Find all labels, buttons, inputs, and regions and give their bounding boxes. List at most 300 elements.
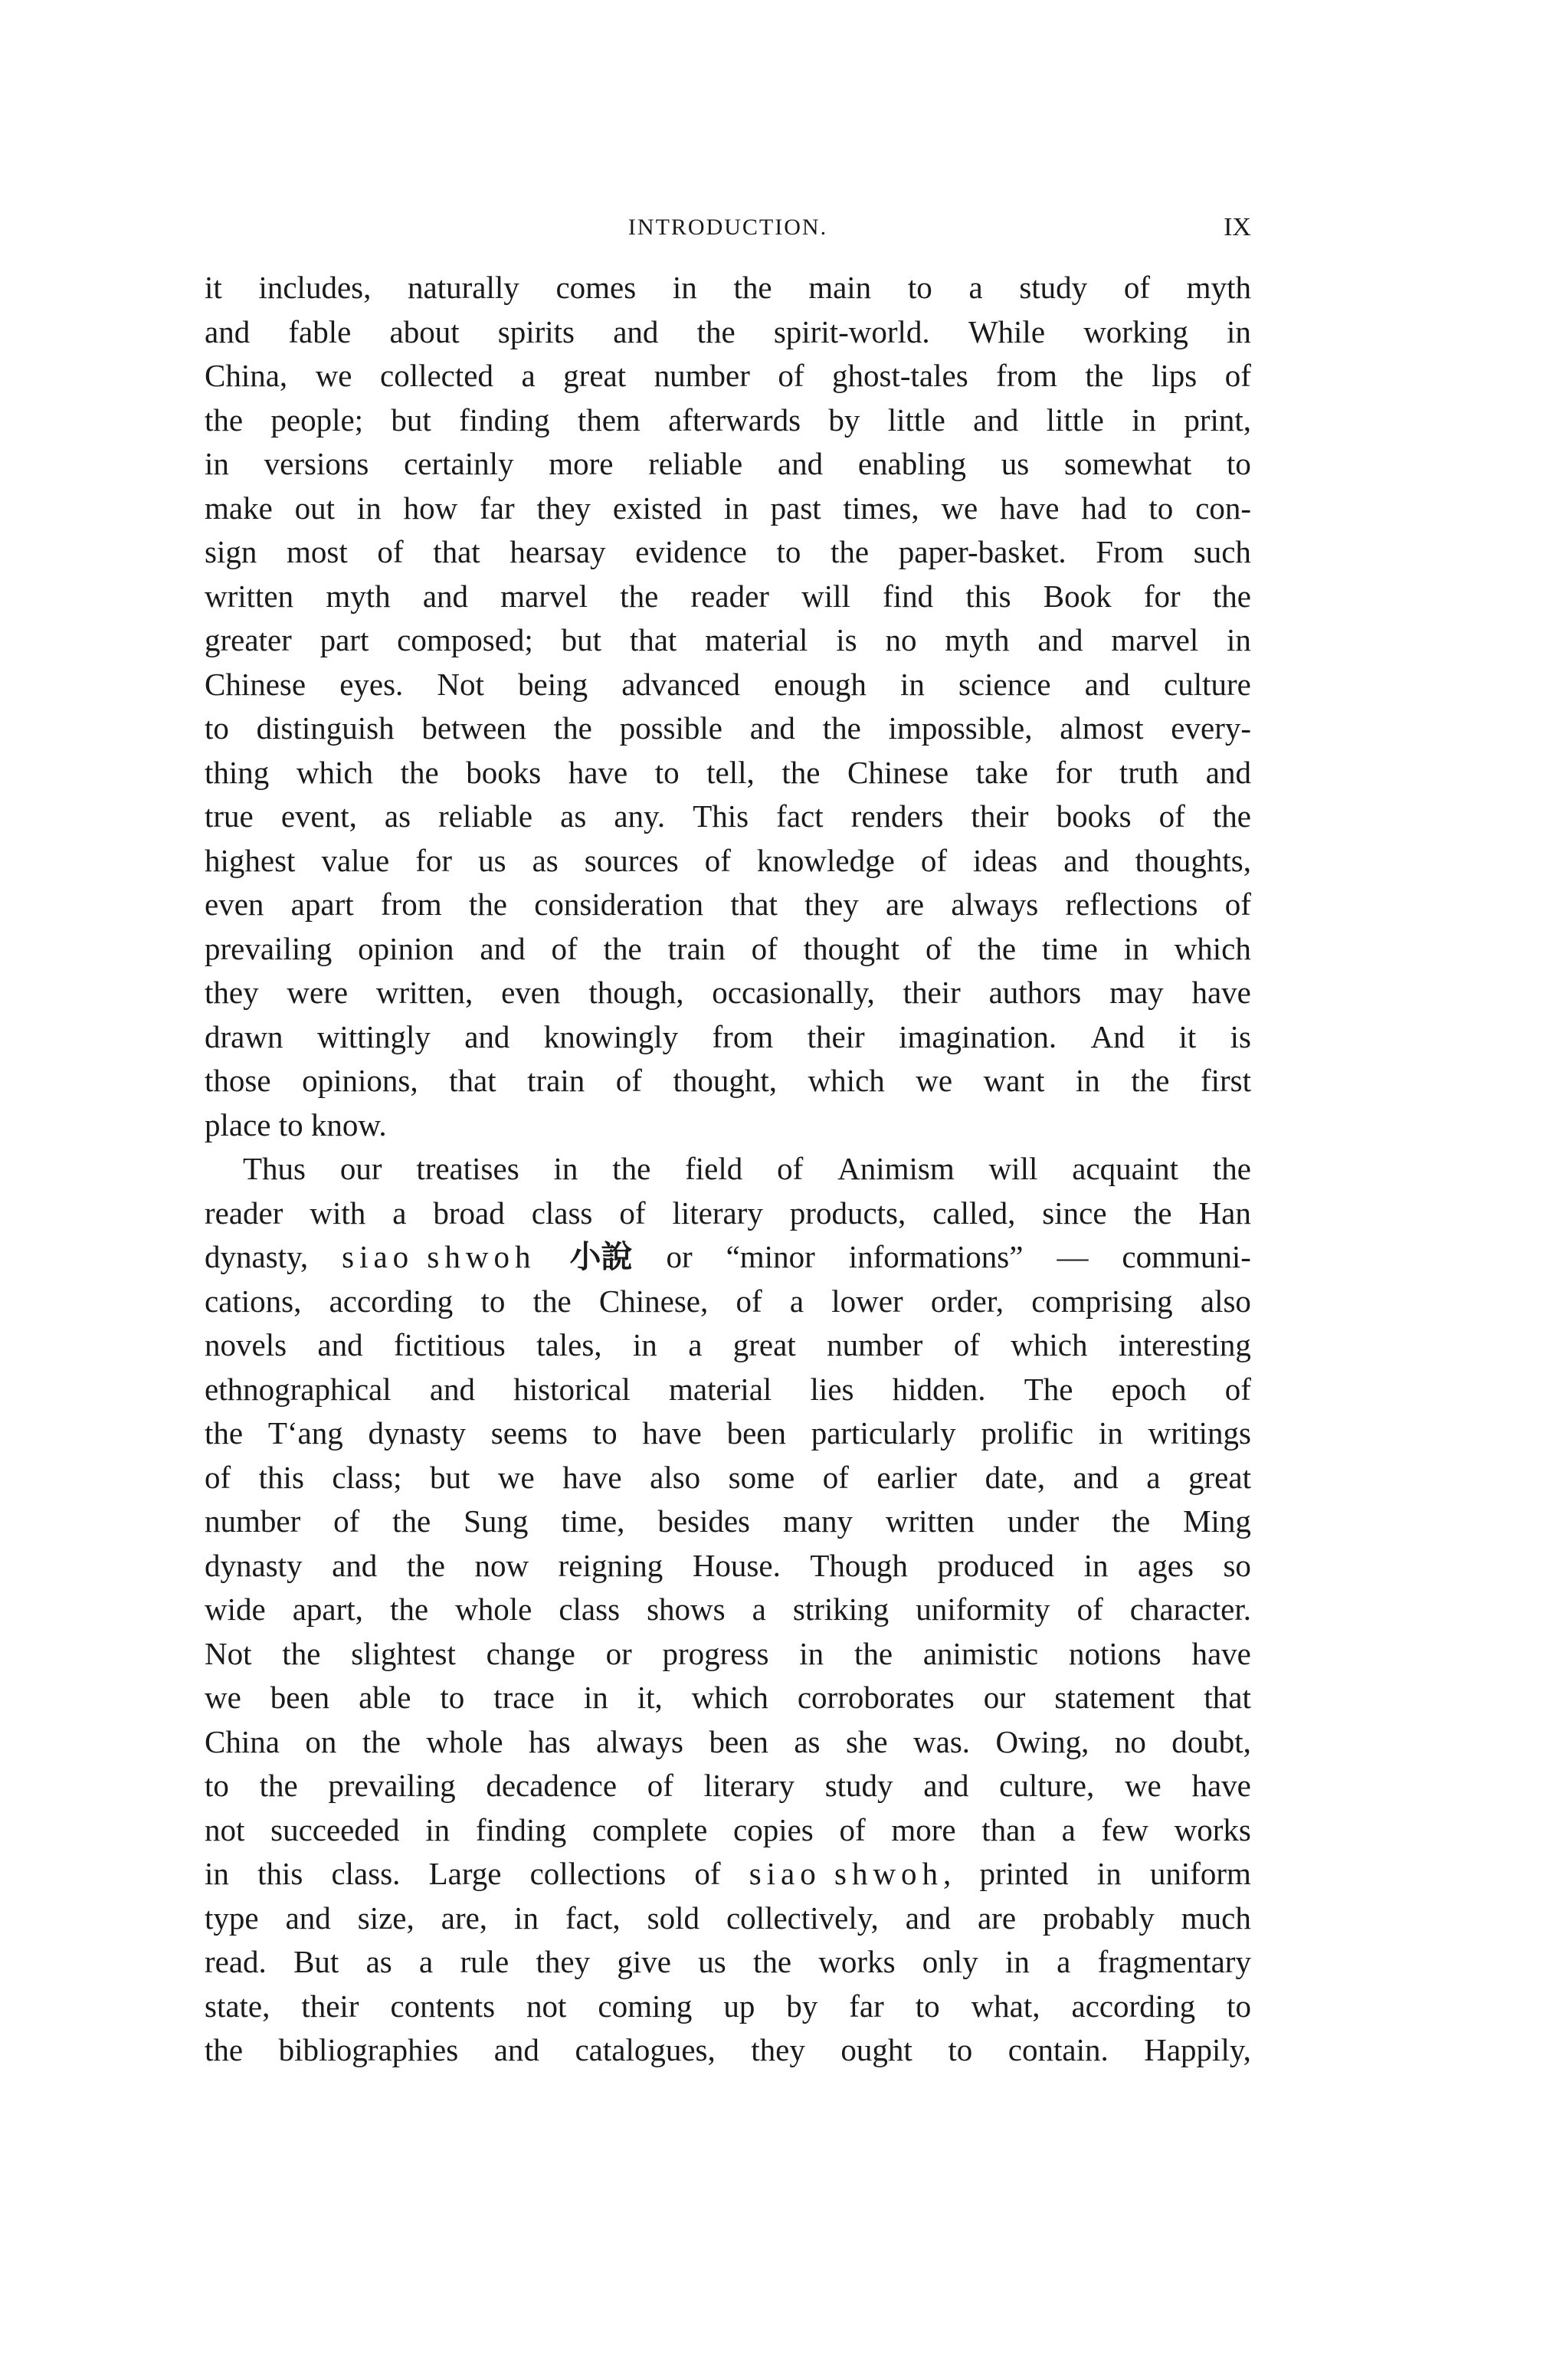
text: from	[712, 1018, 774, 1054]
paragraph	[205, 1147, 1251, 2073]
text: culture,	[999, 1768, 1095, 1803]
text: contain.	[1007, 2032, 1109, 2067]
text: will	[801, 578, 850, 614]
text: the	[733, 270, 772, 305]
word	[776, 795, 823, 839]
text: character.	[1129, 1592, 1251, 1627]
text: ages	[1138, 1547, 1194, 1583]
text: Book	[1043, 578, 1112, 614]
text: been	[270, 1680, 330, 1715]
text-line	[205, 1808, 1251, 1853]
word	[1194, 530, 1251, 575]
word	[752, 1588, 766, 1632]
word	[366, 1940, 392, 1985]
word	[1159, 795, 1185, 839]
text: for	[415, 842, 453, 878]
word	[553, 1147, 578, 1192]
text-line	[205, 354, 1251, 398]
text: afterwards	[668, 402, 801, 438]
text: their	[903, 975, 961, 1010]
text: succeeded	[270, 1811, 400, 1847]
text: certainly	[404, 446, 514, 481]
word	[279, 2028, 459, 2073]
word	[1206, 751, 1251, 795]
word	[774, 663, 867, 707]
text: what,	[971, 1988, 1040, 2024]
word	[1124, 927, 1148, 972]
word	[648, 442, 742, 487]
text: But	[293, 1944, 339, 1979]
word	[888, 398, 945, 443]
text: thought,	[673, 1063, 778, 1098]
text: to	[948, 2032, 973, 2067]
text: in	[205, 1856, 229, 1891]
text: no	[1114, 1723, 1146, 1759]
word	[416, 1147, 519, 1192]
word	[1063, 839, 1109, 883]
word	[637, 1676, 663, 1720]
text: distinguish	[256, 710, 395, 746]
text: were	[287, 975, 349, 1010]
word	[394, 1323, 506, 1368]
word	[612, 1147, 650, 1192]
word	[287, 530, 348, 575]
word	[1042, 1192, 1106, 1236]
text: This	[693, 798, 749, 834]
word	[380, 354, 493, 398]
word	[804, 927, 899, 972]
word	[358, 1896, 414, 1941]
text: Chinese,	[598, 1283, 709, 1319]
text: rule	[460, 1944, 509, 1979]
text: dynasty,	[205, 1239, 309, 1274]
text: China,	[205, 358, 288, 393]
word	[578, 398, 641, 443]
word	[832, 354, 968, 398]
word	[885, 618, 916, 663]
text: study	[1019, 270, 1088, 305]
text: event,	[280, 798, 357, 834]
word	[844, 487, 919, 531]
paragraph	[205, 266, 1251, 1147]
text: lies	[810, 1371, 854, 1407]
word	[1227, 618, 1251, 663]
text: which	[1011, 1327, 1088, 1362]
word	[823, 706, 861, 751]
word	[1122, 1235, 1251, 1280]
text: seems	[490, 1415, 568, 1451]
word	[903, 971, 961, 1015]
word	[585, 839, 679, 883]
text: in	[1004, 1944, 1030, 1979]
word	[688, 1323, 702, 1368]
text: tales,	[536, 1327, 602, 1362]
text-line	[205, 1323, 1251, 1368]
word	[514, 1896, 539, 1941]
text: finding	[459, 402, 550, 438]
word	[604, 927, 642, 972]
text: collections	[529, 1856, 667, 1891]
text: prolific	[981, 1415, 1074, 1451]
text: the	[822, 710, 861, 746]
text: also	[650, 1459, 701, 1495]
text: and	[205, 313, 251, 349]
text: under	[1007, 1503, 1080, 1539]
word	[205, 1896, 259, 1941]
text: in	[205, 446, 229, 481]
text: composed;	[397, 622, 533, 657]
text: in	[1083, 1547, 1109, 1583]
word	[613, 487, 702, 531]
word	[1031, 1280, 1172, 1324]
text: between	[421, 710, 526, 746]
text: and	[429, 1371, 476, 1407]
word	[1069, 1632, 1161, 1677]
text: opinions,	[302, 1063, 418, 1098]
word	[1223, 1544, 1250, 1588]
text: And	[1090, 1018, 1145, 1054]
word	[205, 1940, 267, 1985]
text: for	[1055, 754, 1093, 790]
word	[1225, 354, 1251, 398]
word	[793, 1588, 889, 1632]
word	[527, 1059, 585, 1103]
text: spirits	[497, 313, 575, 349]
text: also	[1200, 1283, 1251, 1319]
text: the	[259, 1768, 298, 1803]
text: in	[1227, 622, 1251, 657]
text: have	[1191, 975, 1251, 1010]
word	[1134, 1192, 1172, 1236]
word	[757, 839, 895, 883]
text: as	[365, 1944, 392, 1979]
text: and	[464, 1018, 510, 1054]
word	[1065, 883, 1198, 927]
text-line	[205, 618, 1251, 663]
text: know.	[310, 1106, 387, 1142]
word	[723, 1985, 755, 2029]
word	[1204, 1676, 1250, 1720]
text: type	[205, 1900, 259, 1936]
word	[954, 1323, 980, 1368]
word	[311, 1103, 387, 1148]
word	[698, 1940, 726, 1985]
word	[258, 266, 371, 310]
text: than	[981, 1811, 1036, 1847]
word	[1178, 1015, 1196, 1060]
text: Ming	[1183, 1503, 1251, 1539]
text: take	[975, 754, 1028, 790]
word	[854, 1632, 893, 1677]
text: and	[777, 446, 824, 481]
word	[498, 1456, 535, 1500]
text: and	[285, 1900, 331, 1936]
text: to	[654, 754, 680, 790]
text: in	[356, 490, 382, 526]
word	[530, 1852, 667, 1896]
word	[673, 266, 697, 310]
word	[205, 1323, 287, 1368]
word	[619, 1192, 645, 1236]
word	[685, 1147, 742, 1192]
word	[1195, 487, 1251, 531]
text: make	[205, 490, 273, 526]
word	[827, 1323, 922, 1368]
text: cations,	[205, 1283, 302, 1319]
word	[981, 1808, 1036, 1853]
text: hidden.	[892, 1371, 986, 1407]
text: sold	[647, 1900, 700, 1936]
text: a	[392, 1195, 407, 1231]
text: being	[518, 666, 588, 702]
text-line	[205, 310, 1251, 355]
word	[899, 1015, 1057, 1060]
word	[976, 751, 1028, 795]
text: that	[730, 887, 778, 922]
text: to	[1227, 446, 1251, 481]
word	[381, 883, 442, 927]
text: Sung	[464, 1503, 529, 1539]
text: the	[1212, 578, 1251, 614]
text: imagination.	[899, 1018, 1057, 1054]
word	[316, 354, 352, 398]
text: number	[827, 1327, 923, 1362]
word	[818, 1940, 895, 1985]
word	[333, 1500, 359, 1544]
word	[614, 795, 665, 839]
text: of	[205, 1459, 231, 1495]
text-line	[205, 751, 1251, 795]
word	[999, 1764, 1094, 1808]
text: to	[1148, 490, 1174, 526]
word	[726, 1235, 815, 1280]
text-line	[205, 1852, 1251, 1896]
text-line	[205, 1896, 1251, 1941]
text: the	[1212, 1151, 1251, 1186]
word	[329, 1280, 454, 1324]
text: complete	[592, 1811, 708, 1847]
word	[565, 1896, 621, 1941]
word	[390, 1985, 495, 2029]
text-line	[205, 442, 1251, 487]
text: even	[205, 887, 264, 922]
word	[1148, 487, 1173, 531]
word	[989, 971, 1082, 1015]
text: collectively,	[726, 1900, 879, 1936]
text: no	[885, 622, 917, 657]
word	[568, 751, 627, 795]
text: a	[968, 270, 983, 305]
text: besides	[657, 1503, 751, 1539]
text: but	[561, 622, 602, 657]
text: the	[1131, 1063, 1170, 1098]
word	[205, 1235, 308, 1280]
word	[430, 1456, 470, 1500]
word	[620, 575, 658, 619]
word	[1042, 927, 1098, 972]
word	[429, 1852, 502, 1896]
word	[916, 1985, 940, 2029]
word	[705, 839, 731, 883]
page-header	[205, 208, 1251, 247]
word	[1144, 575, 1181, 619]
text: reigning	[558, 1547, 663, 1583]
text: great	[1188, 1459, 1251, 1495]
text: we	[916, 1063, 953, 1098]
text: we	[497, 1459, 535, 1495]
text: us	[698, 1944, 726, 1979]
word	[668, 927, 726, 972]
word	[666, 1235, 692, 1280]
word	[1225, 1368, 1251, 1412]
word: to	[278, 1106, 311, 1142]
word	[1060, 706, 1143, 751]
text: doubt,	[1171, 1723, 1251, 1759]
word	[404, 487, 458, 531]
word	[205, 706, 229, 751]
word	[846, 1720, 888, 1765]
word	[205, 1192, 283, 1236]
text: people;	[270, 402, 364, 438]
text: ideas	[973, 842, 1038, 878]
text: highest	[205, 842, 296, 878]
word	[808, 1059, 885, 1103]
text: since	[1042, 1195, 1107, 1231]
text: decadence	[486, 1768, 618, 1803]
text: myth	[945, 622, 1010, 657]
word	[340, 1147, 382, 1192]
word	[407, 1544, 445, 1588]
text: finding	[475, 1811, 567, 1847]
word	[536, 1940, 591, 1985]
word	[836, 618, 857, 663]
word	[449, 1059, 496, 1103]
text: enough	[774, 666, 867, 702]
word	[205, 795, 254, 839]
text: size,	[357, 1900, 414, 1936]
word	[331, 1852, 400, 1896]
word	[593, 1411, 618, 1456]
word	[790, 1192, 906, 1236]
text: literary	[703, 1768, 795, 1803]
text: to	[480, 1283, 506, 1319]
text: The	[1024, 1371, 1073, 1407]
text-line	[205, 839, 1251, 883]
text: almost	[1060, 710, 1144, 746]
text: drawn	[205, 1018, 283, 1054]
word	[650, 1456, 700, 1500]
text: knowingly	[543, 1018, 679, 1054]
text: time	[1042, 930, 1098, 966]
word	[391, 398, 431, 443]
word	[596, 1720, 683, 1765]
word	[561, 1500, 624, 1544]
text: in	[632, 1327, 657, 1362]
text: House.	[692, 1547, 781, 1583]
word	[295, 487, 335, 531]
text: written	[885, 1503, 975, 1539]
text: science	[958, 666, 1051, 702]
word	[1091, 1015, 1145, 1060]
text: the	[853, 1635, 893, 1671]
text: change	[486, 1635, 575, 1671]
word	[1011, 1323, 1087, 1368]
word	[709, 1720, 768, 1765]
word	[487, 1632, 575, 1677]
text: to	[440, 1680, 465, 1715]
text: as	[794, 1723, 821, 1759]
text: bibliographies	[278, 2032, 459, 2067]
text: and	[317, 1327, 363, 1362]
text: ought	[840, 2032, 912, 2067]
text: of	[704, 842, 731, 878]
text: reflections	[1065, 887, 1198, 922]
text: the	[1112, 1503, 1151, 1539]
word	[281, 795, 357, 839]
word	[205, 1015, 283, 1060]
word	[1019, 266, 1087, 310]
text: that	[1204, 1680, 1251, 1715]
word	[534, 883, 703, 927]
word	[945, 618, 1009, 663]
word	[1135, 839, 1251, 883]
text: though,	[588, 975, 684, 1010]
word	[984, 1059, 1045, 1103]
text: myth	[1186, 270, 1251, 305]
text: more	[549, 446, 614, 481]
word	[951, 883, 1038, 927]
word	[1054, 1676, 1175, 1720]
word	[1044, 575, 1112, 619]
text: the	[400, 754, 439, 790]
word	[985, 1456, 1046, 1500]
text: the	[205, 2032, 244, 2067]
word	[1227, 442, 1251, 487]
word	[694, 1852, 720, 1896]
text: to	[907, 270, 932, 305]
word	[811, 1411, 956, 1456]
text: of	[777, 1151, 804, 1186]
word	[1183, 1500, 1251, 1544]
word	[259, 1456, 304, 1500]
word	[921, 839, 947, 883]
text: and	[1037, 622, 1083, 657]
text: state,	[205, 1988, 270, 2024]
text: few	[1101, 1811, 1148, 1847]
text: true	[205, 798, 254, 834]
word	[455, 1588, 532, 1632]
word	[705, 618, 808, 663]
word	[425, 1808, 450, 1853]
text: versions	[264, 446, 369, 481]
text: a	[1057, 1944, 1071, 1979]
text: the	[392, 1503, 431, 1539]
word	[544, 1015, 678, 1060]
word	[1037, 618, 1083, 663]
word	[205, 1411, 243, 1456]
word	[559, 1588, 620, 1632]
text: or	[666, 1239, 693, 1274]
text: of	[1076, 1592, 1103, 1627]
text: time,	[561, 1503, 625, 1539]
word	[392, 1500, 431, 1544]
text: the	[831, 534, 870, 569]
word	[693, 1544, 781, 1588]
word	[562, 618, 601, 663]
word	[808, 266, 871, 310]
word	[592, 1808, 707, 1853]
word	[1152, 354, 1197, 398]
